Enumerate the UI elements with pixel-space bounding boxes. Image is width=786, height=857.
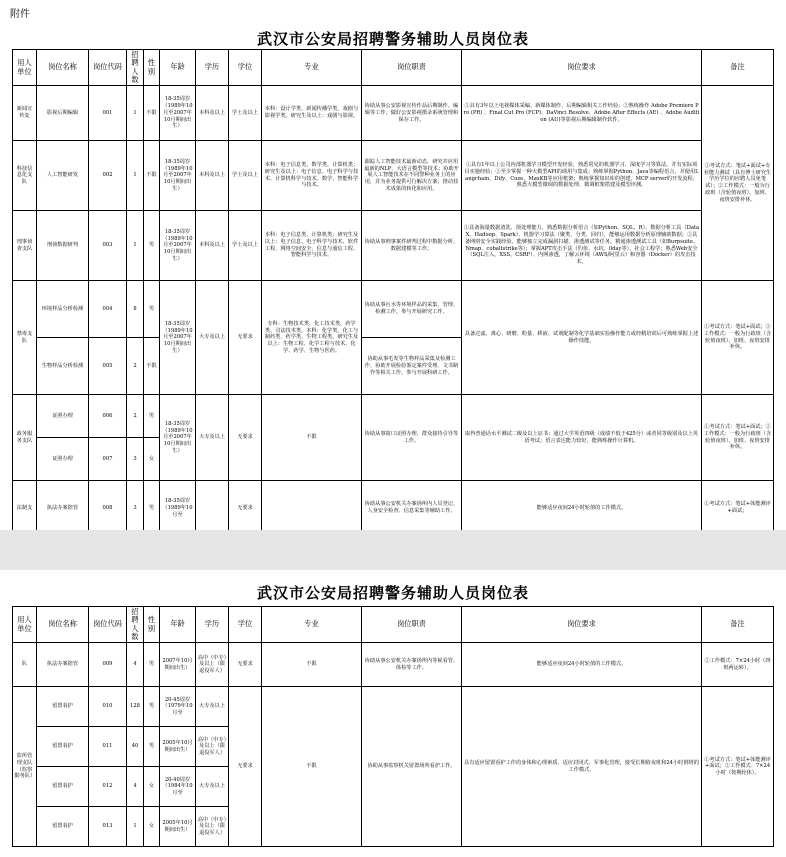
header-code: 岗位代码 <box>89 50 127 86</box>
cell-count: 1 <box>127 211 144 281</box>
cell-name: 刑侦数据研判 <box>37 211 89 281</box>
cell-edu: 本科及以上 <box>196 141 229 211</box>
cell-age: 18-35周岁（1989年10月至2007年10月期间出生） <box>160 281 196 395</box>
cell-age: 18-35周岁（1989年10月至2007年10月期间出生） <box>160 395 196 481</box>
cell-note: ①考试方式：笔试+面试；②工作模式：一般为行政班（含轮值夜班），加班、夜班安排补休。 <box>702 281 774 395</box>
cell-count: 1 <box>127 86 144 141</box>
header-unit: 用人单位 <box>13 50 37 86</box>
header-name: 岗位名称 <box>37 607 89 643</box>
cell-unit: 政务服务支队 <box>13 395 37 481</box>
cell-unit: 刑事侦查支队 <box>13 211 37 281</box>
cell-age: 2005年10月期间出生） <box>160 807 196 847</box>
cell-note-shared: ①考试方式：笔试+面试+专业能力测试（具有博士研究生学历学位的应聘人员免笔试）；②工作模式：一般为行政班（含轮值夜班），加班、夜班安排补休。 <box>702 86 774 281</box>
cell-code: 009 <box>89 643 127 687</box>
cell-req: 能够适应夜间24小时轮值的工作模式。 <box>462 643 702 687</box>
cell-sex: 不限 <box>144 338 160 395</box>
cell-note: ①考试方式：笔试+面试；②工作模式：一般为行政班（含轮值夜班），加班、夜班安排补休。 <box>702 395 774 481</box>
cell-sex: 男 <box>144 727 160 767</box>
header-req: 岗位要求 <box>462 50 702 86</box>
cell-name: 证照办理 <box>37 395 89 438</box>
cell-major: 专科：生物技术类、化工技术类、药学类、司法技术类。本科：化学类、化工与制药类、药学类、生物工程类。研究生及以上：生物工程、化学工程与技术、化学、药学、生物与医药。 <box>262 281 362 395</box>
cell-sex: 男 <box>144 211 160 281</box>
page-title: 武汉市公安局招聘警务辅助人员岗位表 <box>256 30 529 48</box>
header-name: 岗位名称 <box>37 50 89 86</box>
cell-age: 2007年10月期间出生） <box>160 643 196 687</box>
cell-duty: 协助从事毛发等生物样品采集及检测工作，协助开展检验鉴定案件受理、文书制作等相关工作，参与开展科研工作。 <box>362 338 462 395</box>
cell-name: 环境样品分析检测 <box>37 281 89 338</box>
cell-edu: 高中（中专）及以上（限退役军人） <box>196 807 229 847</box>
cell-count: 8 <box>127 281 144 338</box>
cell-sex: 男 <box>144 687 160 727</box>
cell-degree: 无要求 <box>229 687 262 847</box>
cell-code: 008 <box>89 481 127 530</box>
cell-sex: 不限 <box>144 141 160 211</box>
header-note: 备注 <box>702 607 774 643</box>
header-edu: 学历 <box>196 607 229 643</box>
cell-degree: 学士及以上 <box>229 141 262 211</box>
cell-code: 012 <box>89 767 127 807</box>
cell-duty: 协助从事污水等环境样品的采集、管理、检测工作，参与开展研究工作。 <box>362 281 462 338</box>
cell-req: 具备过滤、离心、研磨、粉量、移液、试剂配制等化学基础实验操作能力或经精培训后可熟练掌握上述操作技能。 <box>462 281 702 395</box>
cell-duty: 协助从事刑事案件研判过程中数据分析、数据建模等工作。 <box>362 211 462 281</box>
header-code: 岗位代码 <box>89 607 127 643</box>
header-sex: 性别 <box>144 607 160 643</box>
cell-edu <box>196 481 229 530</box>
cell-unit: 科技信息化支队 <box>13 141 37 211</box>
cell-major <box>262 481 362 530</box>
cell-degree: 无要求 <box>229 481 262 530</box>
cell-major: 不限 <box>262 395 362 481</box>
cell-req: 能够适应夜间24小时轮值的工作模式。 <box>462 481 702 530</box>
table-row <box>13 643 774 687</box>
cell-unit: 法制支 <box>13 481 37 530</box>
cell-sex: 男 <box>144 643 160 687</box>
cell-count: 1 <box>127 141 144 211</box>
cell-name: 留置看护 <box>37 807 89 847</box>
cell-count: 128 <box>127 687 144 727</box>
cell-count: 3 <box>127 481 144 530</box>
cell-sex: 不限 <box>144 86 160 141</box>
cell-name: 人工智能研发 <box>37 141 89 211</box>
header-unit: 用人单位 <box>13 607 37 643</box>
table-row <box>13 481 774 530</box>
header-age: 年龄 <box>160 607 196 643</box>
cell-name: 证照办理 <box>37 438 89 481</box>
cell-sex: 女 <box>144 438 160 481</box>
cell-count: 3 <box>127 438 144 481</box>
cell-major: 不限 <box>262 687 362 847</box>
cell-code: 004 <box>89 281 127 338</box>
cell-unit: 新闻宣传处 <box>13 86 37 141</box>
cell-code: 005 <box>89 338 127 395</box>
cell-code: 001 <box>89 86 127 141</box>
cell-unit: 禁毒支队 <box>13 281 37 395</box>
cell-degree: 无要求 <box>229 395 262 481</box>
cell-code: 002 <box>89 141 127 211</box>
cell-note: ②工作模式：7×24小时（四班两运转）。 <box>702 643 774 687</box>
header-major: 专业 <box>262 607 362 643</box>
cell-count: 4 <box>127 643 144 687</box>
cell-major: 本科：电子信息类、计算机类；研究生及以上：电子信息、电子科学与技术、软件工程、网络空间安全、信息与通信工程、智能科学与技术。 <box>262 211 362 281</box>
cell-degree: 无要求 <box>229 643 262 687</box>
document-page-2 <box>0 570 786 857</box>
cell-name: 留置看护 <box>37 687 89 727</box>
cell-code: 013 <box>89 807 127 847</box>
cell-edu: 大专及以上 <box>196 281 229 395</box>
cell-code: 010 <box>89 687 127 727</box>
attachment-label: 附件 <box>10 9 30 20</box>
cell-degree: 学士及以上 <box>229 211 262 281</box>
cell-name: 执法办案陪管 <box>37 481 89 530</box>
cell-code: 003 <box>89 211 127 281</box>
table-row <box>13 211 774 281</box>
header-note: 备注 <box>702 50 774 86</box>
cell-age: 2005年10月期间出生） <box>160 727 196 767</box>
cell-edu: 大专及以上 <box>196 395 229 481</box>
header-count: 招聘人数 <box>127 607 144 643</box>
cell-name: 执法办案陪管 <box>37 643 89 687</box>
cell-count: 40 <box>127 727 144 767</box>
page-title-2: 武汉市公安局招聘警务辅助人员岗位表 <box>256 584 529 602</box>
cell-degree: 学士及以上 <box>229 86 262 141</box>
header-duty: 岗位职责 <box>362 607 462 643</box>
cell-age: 18-35周岁（1989年10月至2007年10月期间出生） <box>160 211 196 281</box>
positions-table-continued <box>12 606 774 847</box>
cell-major: 本科：电子信息类、数学类、计算机类；研究生及以上：电子信息、电子科学与技术、计算机科学与技术、数学、智能科学与技术。 <box>262 141 362 211</box>
cell-req: ①具有1年以上公司内部机器学习模型开发经验，熟悉常见的机器学习、深度学习等算法，并有实际项目实施经验；②至少掌握一种大模型API的调用与集成；熟练掌握Python、Java等编程语言，并使用Langchain、Dify、Coze、MaxKB等应用框架；熟练掌握知识库的创建、MCP server的开发流程；熟悉大模型微调的数据处理、微调框架搭建及模型评测。 <box>462 141 702 211</box>
cell-edu: 本科及以上 <box>196 211 229 281</box>
cell-major: 不限 <box>262 643 362 687</box>
table-row <box>13 141 774 211</box>
cell-sex: 女 <box>144 807 160 847</box>
cell-degree: 无要求 <box>229 281 262 395</box>
cell-unit: 队 <box>13 643 37 687</box>
table-header-row <box>13 607 774 643</box>
cell-note: ①考试方式：笔试+体能测评+面试； <box>702 481 774 530</box>
cell-duty: 协助从事监察机关留置场所看护工作。 <box>362 687 462 847</box>
cell-age: 20-40周岁（1984年10月至 <box>160 767 196 807</box>
cell-sex: 男 <box>144 281 160 338</box>
header-edu: 学历 <box>196 50 229 86</box>
header-degree: 学位 <box>229 607 262 643</box>
cell-edu: 高中（中专）及以上（限退役军人） <box>196 727 229 767</box>
cell-count: 1 <box>127 807 144 847</box>
header-count: 招聘人数 <box>127 50 144 86</box>
cell-age: 20-45周岁（1979年10月至 <box>160 687 196 727</box>
cell-edu: 大专及以上 <box>196 687 229 727</box>
cell-req: 具有适应留置看护工作的身体和心理素质，适应封闭式、军事化管理，接受长期值夜班和24小时倒班的工作模式。 <box>462 687 702 847</box>
cell-name: 留置看护 <box>37 727 89 767</box>
cell-sex: 男 <box>144 481 160 530</box>
cell-major: 本科：设计学类、新闻传播学类、戏剧与影视学类。研究生及以上：戏剧与影视。 <box>262 86 362 141</box>
table-row <box>13 395 774 438</box>
header-duty: 岗位职责 <box>362 50 462 86</box>
cell-duty: 跟踪人工智能技术最新动态，研究并应用最新的NLP、大语言模型等技术；协助开展人工智能技术在不同警种业务上的应用，并为业务提供可行解决方案；推动技术成果的转化和应用。 <box>362 141 462 211</box>
header-degree: 学位 <box>229 50 262 86</box>
cell-count: 2 <box>127 395 144 438</box>
cell-age: 18-35周岁（1989年10月至2007年10月期间出生） <box>160 141 196 211</box>
header-sex: 性别 <box>144 50 160 86</box>
table-header-row <box>13 50 774 86</box>
cell-age: 18-35周岁（1989年10月至2007年10月期间出生） <box>160 86 196 141</box>
header-req: 岗位要求 <box>462 607 702 643</box>
cell-code: 011 <box>89 727 127 767</box>
cell-unit: 监所管理支队（监察勤务队） <box>13 687 37 847</box>
cell-req: 取得普通话水平测试二级及以上证书；通过大学英语四级（成绩不低于425分）或者同等级别及以上英语考试；语言表达能力较好，能熟练操作计算机。 <box>462 395 702 481</box>
cell-req: ①具备海量数据清洗、预处理能力，熟悉数据分析语言（如Python、SQL、R）、数据分析工具（DataX、Hadoop、Spark）、机器学习算法（聚类、分类、回归），能够运用数据分析原理辅助数据；②具备网络安全实践经验，能够独立完成漏洞扫描、渗透测试等任务，精通渗透测试工具（如Burpsuite、Nmap、cobaltstrike等）；掌握APT攻击手法（钓鱼、水坑、0day等），社会工程学；熟悉Web安全（SQL注入、XSS、CSRF）、内网渗透，了解云环境（AWS/阿里云）和容器（Docker）的攻击技术。 <box>462 211 702 281</box>
cell-code: 006 <box>89 395 127 438</box>
table-row <box>13 86 774 141</box>
cell-name: 生物样品分析检测 <box>37 338 89 395</box>
cell-req: ①具有3年以上电视媒体采编、新媒体制作、后期编辑相关工作经验；②熟练操作 Adobe Premiere Pro (PR) 、Final Cut Pro (FCP)、DaVinci Resolve、Adobe After Effects (AE) 、Adobe Audition (AU)等影视后期编辑制作软件。 <box>462 86 702 141</box>
cell-duty: 协助从事窗口证照办理、群众接待引导等工作。 <box>362 395 462 481</box>
cell-duty: 协助从事公安机关办案场所内人员登记、人身安全检查、信息采集等辅助工作。 <box>362 481 462 530</box>
cell-name: 影视后期编辑 <box>37 86 89 141</box>
cell-duty: 协助从事公安机关办案场所内等候看管、体检等工作。 <box>362 643 462 687</box>
cell-age: 18-35周岁（1989年10月至 <box>160 481 196 530</box>
cell-edu: 高中（中专）及以上（限退役军人） <box>196 643 229 687</box>
cell-sex: 女 <box>144 767 160 807</box>
cell-count: 2 <box>127 338 144 395</box>
cell-duty: 协助从事公安影视宣传作品后期制作、编辑等工作，做好公安影视摄录系统管理和保存工作。 <box>362 86 462 141</box>
cell-edu: 本科及以上 <box>196 86 229 141</box>
cell-edu: 大专及以上 <box>196 767 229 807</box>
header-major: 专业 <box>262 50 362 86</box>
table-row <box>13 687 774 727</box>
header-age: 年龄 <box>160 50 196 86</box>
table-row <box>13 281 774 338</box>
cell-note: ①考试方式：笔试+体能测评+面试；②工作模式：7×24小时（按期轮休）。 <box>702 687 774 847</box>
cell-name: 留置看护 <box>37 767 89 807</box>
cell-count: 4 <box>127 767 144 807</box>
cell-code: 007 <box>89 438 127 481</box>
cell-sex: 男 <box>144 395 160 438</box>
positions-table <box>12 49 774 530</box>
